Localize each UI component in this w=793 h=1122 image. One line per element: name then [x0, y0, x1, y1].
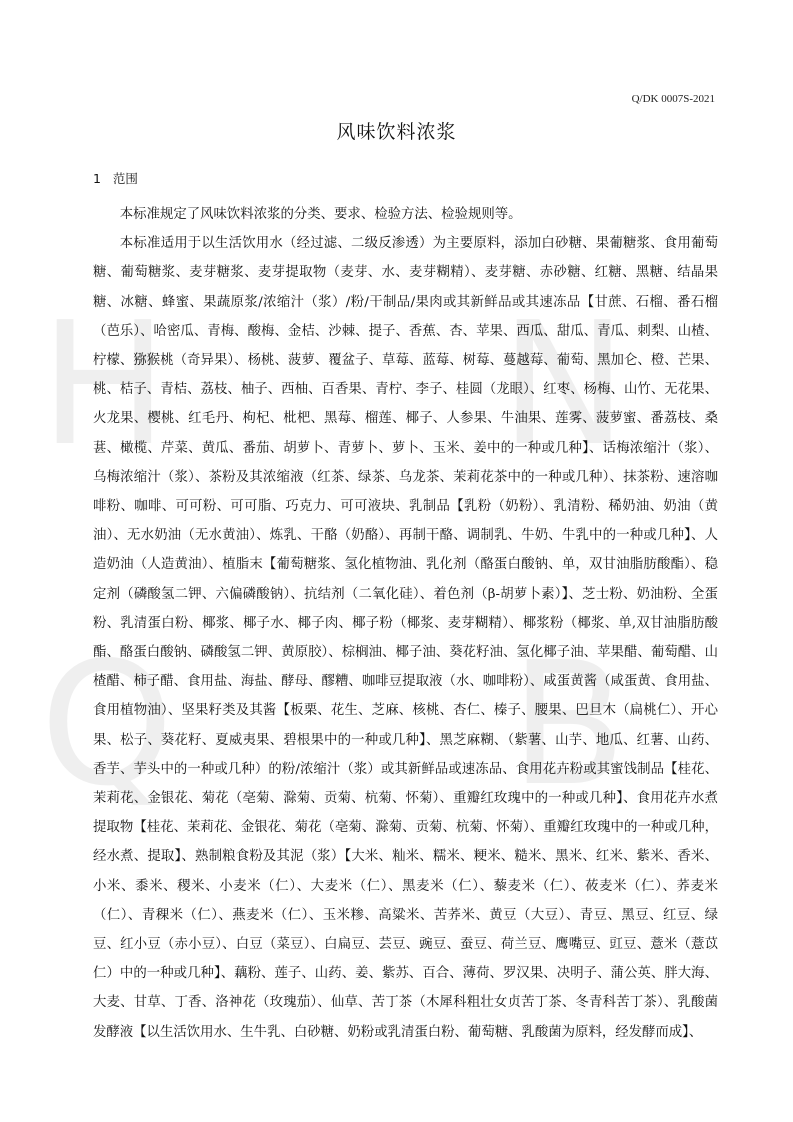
section-body — [93, 200, 718, 1047]
watermark-letter: H — [40, 286, 168, 484]
watermark-letter: N — [500, 286, 628, 484]
paragraph: 本标准适用于以生活饮用水（经过滤、二级反渗透）为主要原料，添加白砂糖、果葡糖浆、食用葡萄糖、葡萄糖浆、麦芽糖浆、麦芽提取物（麦芽、水、麦芽糊精）、麦芽糖、赤砂糖、红糖、黑糖、结晶果糖、冰糖、蜂蜜、果蔬原浆/浓缩汁（浆）/粉/干制品/果肉或其新鲜品或其速冻品【甘蔗、石榴、番石榴（芭乐）、哈密瓜、青梅、酸梅、金桔、沙棘、提子、香蕉、杏、苹果、西瓜、甜瓜、青瓜、刺梨、山楂、柠檬、猕猴桃（奇异果）、杨桃、菠萝、覆盆子、草莓、蓝莓、树莓、蔓越莓、葡萄、黑加仑、橙、芒果、桃、桔子、青桔、荔枝、柚子、西柚、百香果、青柠、李子、桂圆（龙眼）、红枣、杨梅、山竹、无花果、火龙果、樱桃、红毛丹、枸杞、枇杷、黑莓、榴莲、椰子、人参果、牛油果、莲雾、菠萝蜜、番荔枝、桑葚、橄榄、芹菜、黄瓜、番茄、胡萝卜、青萝卜、萝卜、玉米、姜中的一种或几种】、话梅浓缩汁（浆）、乌梅浓缩汁（浆）、茶粉及其浓缩液（红茶、绿茶、乌龙茶、茉莉花茶中的一种或几种）、抹茶粉、速溶咖啡粉、咖啡、可可粉、可可脂、巧克力、可可液块、乳制品【乳粉（奶粉）、乳清粉、稀奶油、奶油（黄油）、无水奶油（无水黄油）、炼乳、干酪（奶酪）、再制干酪、调制乳、牛奶、牛乳中的一种或几种】、人造奶油（人造黄油）、植脂末【葡萄糖浆、氢化植物油、乳化剂（酪蛋白酸钠、单，双甘油脂肪酸酯）、稳定剂（磷酸氢二钾、六偏磷酸钠）、抗结剂（二氧化硅）、着色剂（β-胡萝卜素）】、芝士粉、奶油粉、全蛋粉、乳清蛋白粉、椰浆、椰子水、椰子肉、椰子粉（椰浆、麦芽糊精）、椰浆粉（椰浆、单,双甘油脂肪酸酯、酪蛋白酸钠、磷酸氢二钾、黄原胶）、棕榈油、椰子油、葵花籽油、氢化椰子油、苹果醋、葡萄醋、山楂醋、柿子醋、食用盐、海盐、酵母、醪糟、咖啡豆提取液（水、咖啡粉）、咸蛋黄酱（咸蛋黄、食用盐、食用植物油）、坚果籽类及其酱【板栗、花生、芝麻、核桃、杏仁、榛子、腰果、巴旦木（扁桃仁）、开心果、松子、葵花籽、夏威夷果、碧根果中的一种或几种】、黑芝麻糊、（紫薯、山芋、地瓜、红薯、山药、香芋、芋头中的一种或几种）的粉/浓缩汁（浆）或其新鲜品或速冻品、食用花卉粉或其蜜饯制品【桂花、茉莉花、金银花、菊花（亳菊、滁菊、贡菊、杭菊、怀菊）、重瓣红玫瑰中的一种或几种】、食用花卉水煮提取物【桂花、茉莉花、金银花、菊花（亳菊、滁菊、贡菊、杭菊、怀菊）、重瓣红玫瑰中的一种或几种，经水煮、提取】、熟制粮食粉及其泥（浆）【大米、籼米、糯米、粳米、糙米、黑米、红米、紫米、香米、小米、黍米、稷米、小麦米（仁）、大麦米（仁）、黑麦米（仁）、藜麦米（仁）、莜麦米（仁）、荞麦米（仁）、青稞米（仁）、燕麦米（仁）、玉米糁、高粱米、苦荞米、黄豆（大豆）、青豆、黑豆、红豆、绿豆、红小豆（赤小豆）、白豆（菜豆）、白扁豆、芸豆、豌豆、蚕豆、荷兰豆、鹰嘴豆、豇豆、薏米（薏苡仁）中的一种或几种】、藕粉、莲子、山药、姜、紫苏、百合、薄荷、罗汉果、决明子、蒲公英、胖大海、大麦、甘草、丁香、洛神花（玫瑰茄）、仙草、苦丁茶（木犀科粗壮女贞苦丁茶、冬青科苦丁茶）、乳酸菌发酵液【以生活饮用水、生牛乳、白砂糖、奶粉或乳清蛋白粉、葡萄糖、乳酸菌为原料，经发酵而成】、 — [93, 236, 718, 1040]
document-title: 风味饮料浓浆 — [336, 121, 457, 143]
watermark-letter: Q — [40, 626, 174, 824]
section-number: 1 — [93, 171, 101, 186]
standard-code: Q/DK 0007S-2021 — [631, 93, 715, 105]
paragraph: 本标准规定了风味饮料浓浆的分类、要求、检验方法、检验规则等。 — [119, 207, 522, 222]
section-heading — [93, 169, 138, 187]
watermark-letter: B — [510, 626, 627, 824]
section-title: 范围 — [112, 171, 138, 186]
